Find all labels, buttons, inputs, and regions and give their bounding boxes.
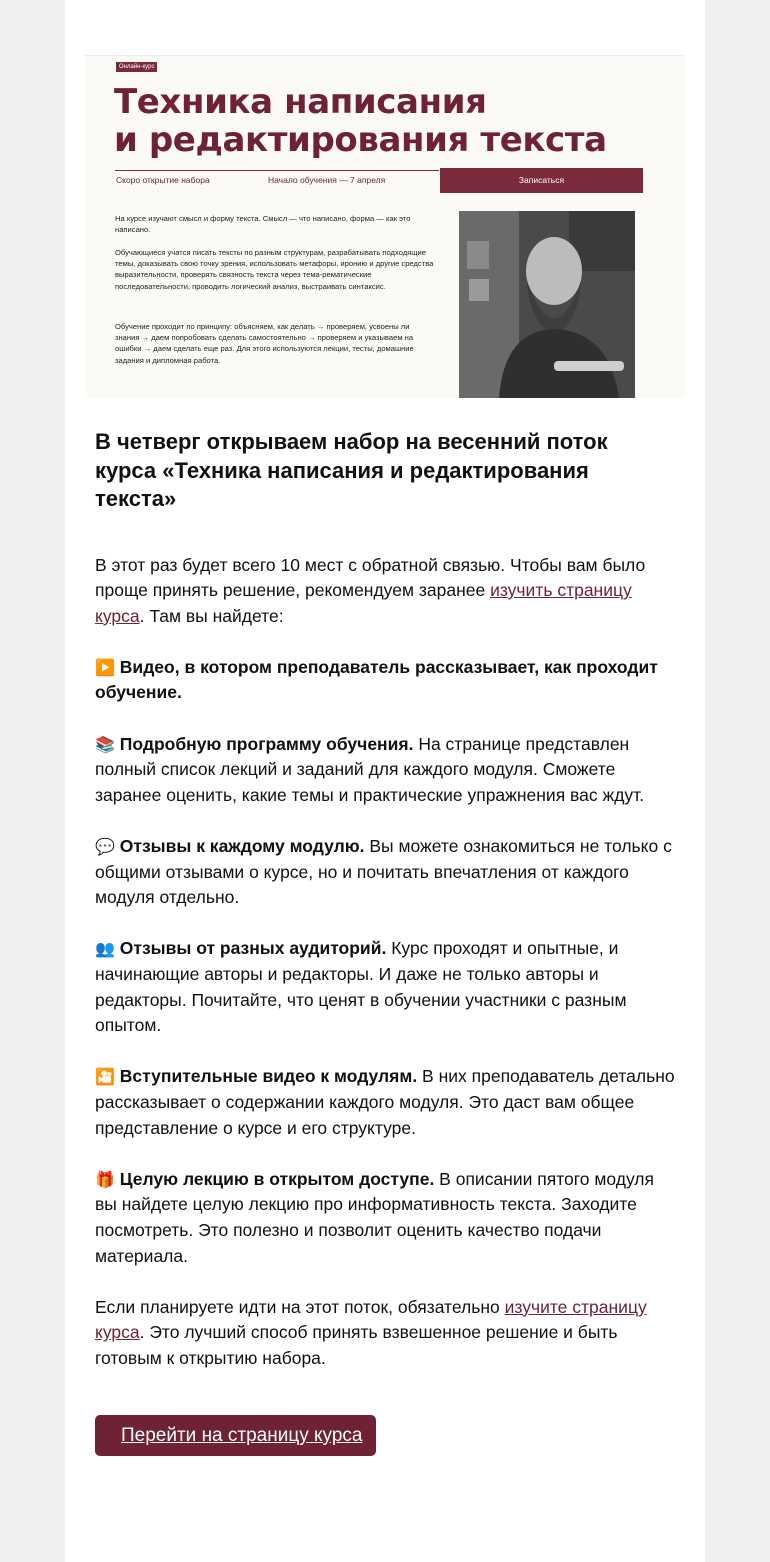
email-heading: В четверг открываем набор на весенний поток курса «Техника написания и редактирования текста»: [95, 429, 608, 511]
email-card: [65, 0, 705, 1562]
email-content: [95, 428, 680, 1372]
outro-text: Если планируете идти на этот поток, обязательно: [95, 1296, 505, 1317]
list-item-program: [95, 732, 680, 809]
list-item-audience-reviews: [95, 936, 680, 1038]
books-icon: 📚: [95, 734, 115, 754]
banner-status: Скоро открытие набора: [116, 175, 210, 185]
outro-paragraph: [95, 1295, 680, 1372]
intro-paragraph: [95, 553, 680, 630]
teacher-photo: [459, 211, 635, 398]
cinema-icon: 🎦: [95, 1067, 115, 1087]
item-title: Видео, в котором преподаватель рассказывает, как проходит обучение.: [95, 656, 658, 703]
list-item-open-lecture: [95, 1167, 680, 1269]
course-banner[interactable]: [85, 55, 685, 398]
list-item-module-reviews: [95, 834, 680, 911]
outro-text-end: . Это лучший способ принять взвешенное решение и быть готовым к открытию набора.: [95, 1322, 618, 1368]
banner-signup-button[interactable]: Записаться: [440, 168, 643, 193]
intro-text-end: . Там вы найдете:: [139, 605, 284, 626]
banner-title-line2: и редактирования текста: [114, 120, 607, 160]
list-item-intro-videos: [95, 1064, 680, 1141]
banner-paragraph: Обучающиеся учатся писать тексты по разным структурам, разрабатывать подходящие темы, доказывать свою точку зрения, использовать метафоры, иронию и другие средства выразительности, проверять связность текста через тема-рематические последовательности, проводить логический анализ, выстраивать синтаксис.: [115, 248, 434, 291]
item-title: Целую лекцию в открытом доступе.: [119, 1168, 435, 1189]
banner-paragraph: На курсе изучают смысл и форму текста. Смысл — что написано, форма — как это написано.: [115, 214, 411, 235]
item-text: Вы можете ознакомиться не только с общими отзывами о курсе, но и почитать впечатления от каждого модуля отдельно.: [95, 836, 672, 908]
item-title: Отзывы от разных аудиторий.: [119, 938, 387, 959]
item-title: Отзывы к каждому модулю.: [119, 836, 365, 857]
people-icon: 👥: [95, 939, 115, 959]
speech-bubble-icon: 💬: [95, 837, 115, 857]
course-page-link[interactable]: изучить страницу курса: [95, 580, 632, 626]
item-title: Вступительные видео к модулям.: [119, 1066, 418, 1087]
gift-icon: 🎁: [95, 1169, 115, 1189]
item-text: Курс проходят и опытные, и начинающие авторы и редакторы. И даже не только авторы и редакторы. Почитайте, что ценят в обучении участники с разным опытом.: [95, 938, 627, 1036]
teacher-photo-illustration: [459, 211, 635, 398]
banner-title: [114, 83, 607, 159]
item-text: В описании пятого модуля вы найдете целую лекцию про информативность текста. Заходите посмотреть. Это полезно и позволит оценить качество подачи материала.: [95, 1168, 654, 1266]
course-page-link[interactable]: изучите страницу курса: [95, 1296, 647, 1343]
banner-divider: [115, 170, 439, 171]
item-text: В них преподаватель детально рассказывает о содержании каждого модуля. Это даст вам общее представление о курсе и его структуре.: [95, 1066, 675, 1138]
banner-paragraph: Обучение проходит по принципу: объясняем, как делать → проверяем, усвоены ли знания → даем попробовать сделать самостоятельно → проверяем и указываем на ошибки → даем сделать еще раз. Для этого используются лекции, тесты, домашние задания и дипломная работа.: [115, 322, 414, 365]
go-to-course-button[interactable]: Перейти на страницу курса: [95, 1415, 376, 1456]
intro-text: В этот раз будет всего 10 мест с обратной связью. Чтобы вам было проще принять решение, рекомендуем заранее: [95, 554, 646, 601]
online-course-badge: Онлайн-курс: [116, 62, 157, 72]
item-title: Подробную программу обучения.: [119, 733, 414, 754]
play-icon: ▶️: [95, 657, 115, 677]
item-text: На странице представлен полный список лекций и заданий для каждого модуля. Сможете заранее оценить, какие темы и практические упражнения вас ждут.: [95, 733, 645, 805]
banner-title-line1: Техника написания: [114, 82, 487, 122]
banner-start-date: Начало обучения — 7 апреля: [268, 175, 386, 185]
list-item-video: [95, 655, 680, 706]
